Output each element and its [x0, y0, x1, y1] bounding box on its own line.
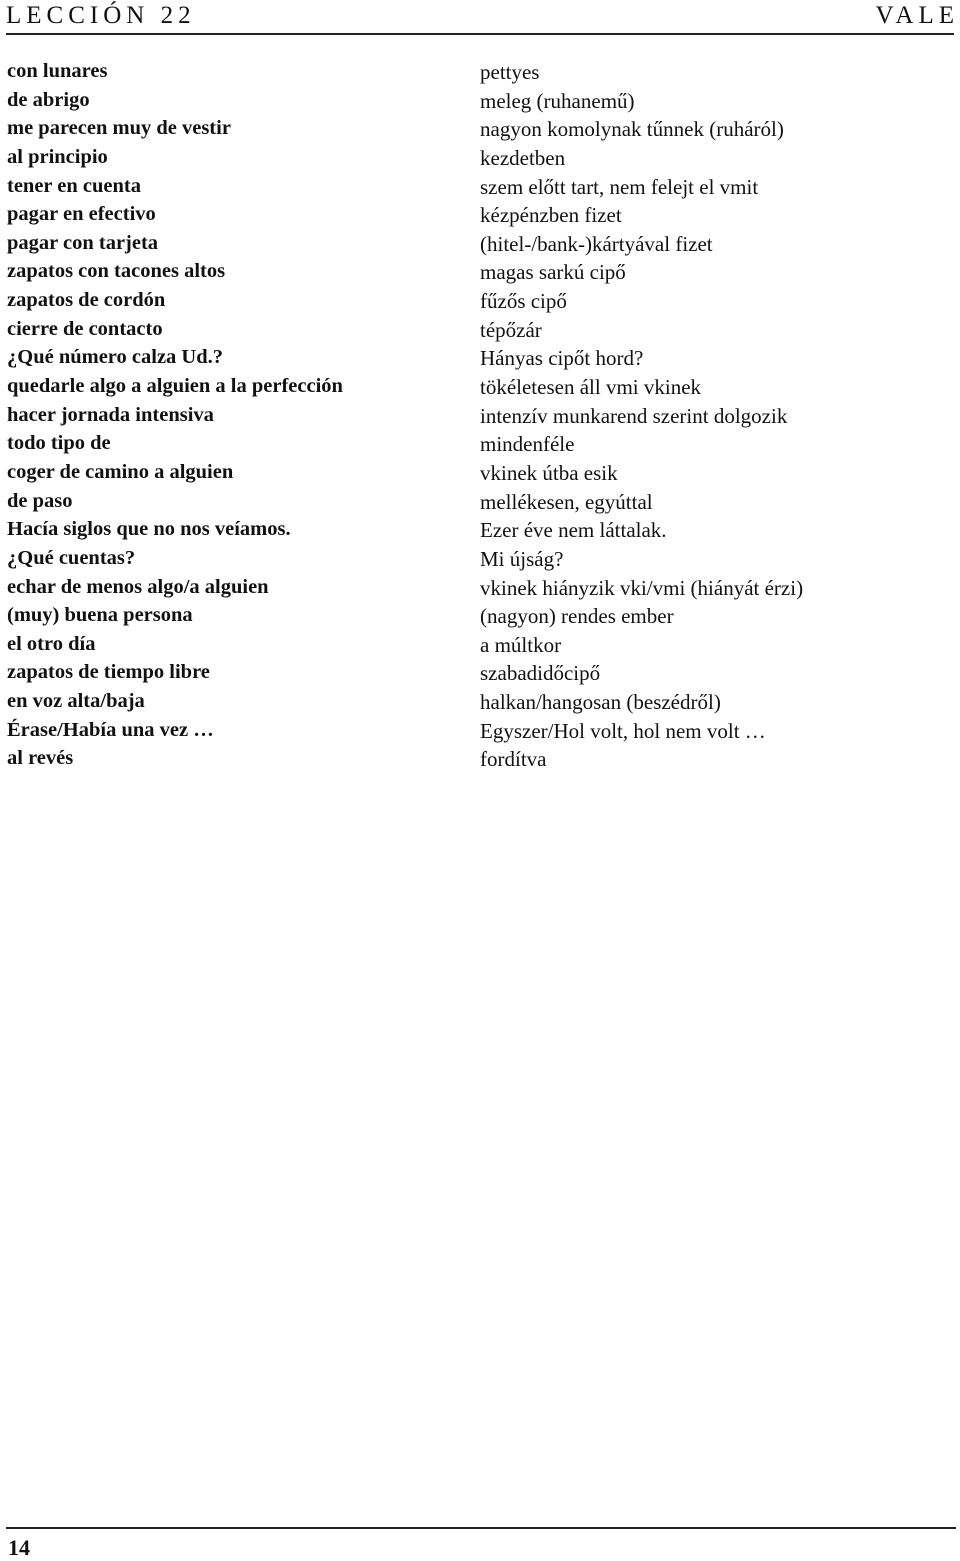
- vocab-row: [0, 401, 960, 430]
- hungarian-translation: mindenféle: [480, 432, 575, 457]
- hungarian-translation: tökéletesen áll vmi vkinek: [480, 375, 702, 400]
- spanish-term: me parecen muy de vestir: [7, 117, 231, 140]
- page-footer: [6, 1527, 956, 1560]
- vocab-row: [0, 172, 960, 201]
- spanish-term: zapatos con tacones altos: [7, 260, 226, 283]
- hungarian-translation: kézpénzben fizet: [480, 203, 622, 228]
- spanish-term: con lunares: [7, 60, 108, 82]
- vocab-row: [0, 658, 960, 687]
- spanish-term: zapatos de cordón: [7, 289, 166, 312]
- vocab-row: [0, 601, 960, 630]
- page-header: [6, 0, 959, 35]
- spanish-term: al revés: [7, 747, 74, 770]
- hungarian-translation: a múltkor: [480, 632, 562, 657]
- page-number: 14: [8, 1535, 30, 1560]
- hungarian-translation: Egyszer/Hol volt, hol nem volt …: [480, 718, 766, 743]
- hungarian-translation: Ezer éve nem láttalak.: [480, 518, 667, 543]
- vocab-row: [0, 630, 960, 659]
- vocab-row: [0, 372, 960, 401]
- hungarian-translation: tépőzár: [480, 317, 542, 342]
- hungarian-translation: mellékesen, egyúttal: [480, 489, 653, 514]
- hungarian-translation: Hányas cipőt hord?: [480, 346, 644, 371]
- spanish-term: hacer jornada intensiva: [7, 403, 214, 426]
- hungarian-translation: pettyes: [480, 60, 540, 84]
- spanish-term: quedarle algo a alguien a la perfección: [7, 375, 343, 398]
- vocab-row: [0, 57, 960, 86]
- vocab-row: [0, 515, 960, 544]
- vocab-row: [0, 744, 960, 773]
- hungarian-translation: kezdetben: [480, 145, 566, 170]
- hungarian-translation: fordítva: [480, 747, 547, 772]
- hungarian-translation: meleg (ruhanemű): [480, 88, 635, 113]
- spanish-term: al principio: [7, 145, 108, 168]
- vocabulary-list: [0, 57, 960, 773]
- spanish-term: zapatos de tiempo libre: [7, 661, 210, 684]
- spanish-term: (muy) buena persona: [7, 604, 193, 627]
- spanish-term: tener en cuenta: [7, 174, 141, 197]
- spanish-term: cierre de contacto: [7, 317, 163, 340]
- hungarian-translation: (hitel-/bank-)kártyával fizet: [480, 231, 713, 256]
- hungarian-translation: Mi újság?: [480, 546, 564, 571]
- hungarian-translation: intenzív munkarend szerint dolgozik: [480, 403, 788, 428]
- vocab-row: [0, 114, 960, 143]
- hungarian-translation: vkinek útba esik: [480, 460, 618, 485]
- spanish-term: ¿Qué número calza Ud.?: [7, 346, 224, 369]
- lesson-title: LECCIÓN 22: [6, 2, 196, 29]
- vocab-row: [0, 315, 960, 344]
- vocab-row: [0, 687, 960, 716]
- vocab-row: [0, 573, 960, 602]
- vocab-row: [0, 286, 960, 315]
- vocab-row: [0, 487, 960, 516]
- vocab-row: [0, 257, 960, 286]
- spanish-term: de paso: [7, 489, 73, 512]
- vocab-row: [0, 429, 960, 458]
- book-title: VALE: [875, 2, 959, 29]
- vocab-row: [0, 343, 960, 372]
- hungarian-translation: szem előtt tart, nem felejt el vmit: [480, 174, 759, 199]
- spanish-term: pagar en efectivo: [7, 203, 156, 226]
- spanish-term: de abrigo: [7, 88, 90, 111]
- hungarian-translation: nagyon komolynak tűnnek (ruháról): [480, 117, 784, 142]
- spanish-term: Érase/Había una vez …: [7, 718, 214, 741]
- hungarian-translation: magas sarkú cipő: [480, 260, 626, 285]
- spanish-term: coger de camino a alguien: [7, 460, 234, 483]
- vocab-row: [0, 86, 960, 115]
- vocab-row: [0, 143, 960, 172]
- spanish-term: echar de menos algo/a alguien: [7, 575, 269, 598]
- spanish-term: en voz alta/baja: [7, 690, 145, 713]
- hungarian-translation: vkinek hiányzik vki/vmi (hiányát érzi): [480, 575, 804, 600]
- hungarian-translation: (nagyon) rendes ember: [480, 604, 674, 629]
- spanish-term: pagar con tarjeta: [7, 231, 159, 254]
- hungarian-translation: halkan/hangosan (beszédről): [480, 690, 721, 715]
- spanish-term: el otro día: [7, 632, 96, 655]
- vocab-row: [0, 229, 960, 258]
- spanish-term: ¿Qué cuentas?: [7, 546, 136, 569]
- vocab-row: [0, 544, 960, 573]
- hungarian-translation: szabadidőcipő: [480, 661, 601, 686]
- vocab-row: [0, 716, 960, 745]
- spanish-term: todo tipo de: [7, 432, 111, 455]
- hungarian-translation: fűzős cipő: [480, 289, 567, 314]
- vocab-row: [0, 200, 960, 229]
- spanish-term: Hacía siglos que no nos veíamos.: [7, 518, 291, 541]
- vocab-row: [0, 458, 960, 487]
